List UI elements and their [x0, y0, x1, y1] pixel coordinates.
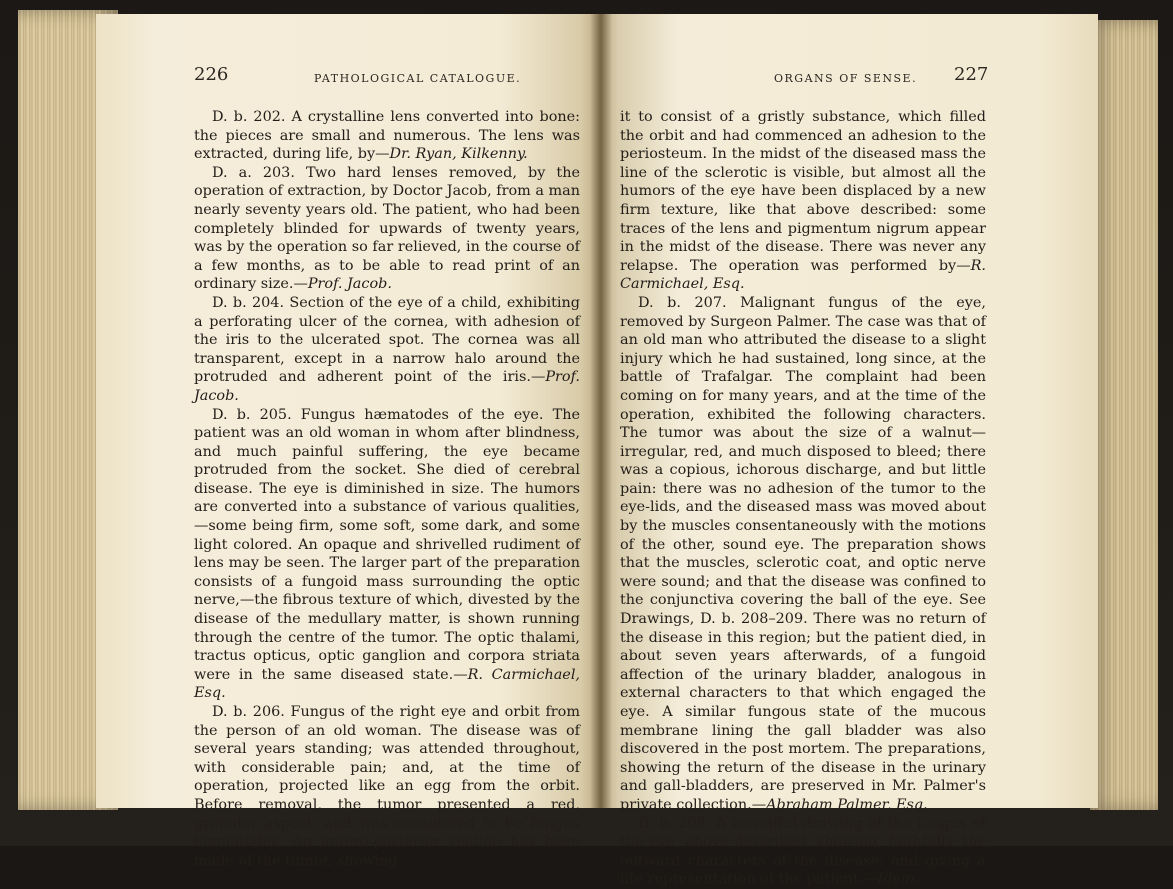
left-running-head: PATHOLOGICAL CATALOGUE.: [314, 72, 522, 85]
paragraph: D. b. 206. Fungus of the right eye and orbit from the person of an old woman. The disease was of several years standing; was attended throughout, with considerable pain; and, at the time of operation, projected like an egg from the orbit. Before removal, the tumor presented a red, granular aspect. and was considered to be fungus hæmatodes. An antero-posterior section has been made of the tumor, showing: [194, 704, 580, 869]
right-page-text: [620, 108, 986, 889]
paragraph: it to consist of a gristly substance, which filled the orbit and had commenced an adhesion to the periosteum. In the midst of the diseased mass the line of the sclerotic is visible, but almost all the humors of the eye have been displaced by a new firm texture, like that above described: some traces of the lens and pigmentum nigrum appear in the midst of the disease. There was never any relapse. The operation was performed by—R. Carmichael, Esq.: [620, 109, 986, 293]
right-page-number: 227: [954, 64, 989, 85]
right-page-header: [624, 64, 989, 94]
left-page-header: [194, 64, 584, 94]
left-page-number: 226: [194, 64, 229, 85]
right-running-head: ORGANS OF SENSE.: [774, 72, 918, 85]
paragraph: D. a. 203. Two hard lenses removed, by the operation of extraction, by Doctor Jacob, from a man nearly seventy years old. The patient, who had been completely blinded for upwards of twenty years, was by the operation so far relieved, in the course of a few months, as to be able to read print of an ordinary size.—Prof. Jacob.: [194, 164, 580, 293]
paragraph: D. b. 204. Section of the eye of a child, exhibiting a perforating ulcer of the cornea, with adhesion of the iris to the ulcerated spot. The cornea was all transparent, except in a narrow halo around the protruded and adherent point of the iris.—Prof. Jacob.: [194, 294, 580, 404]
paragraph: D. b. 205. Fungus hæmatodes of the eye. The patient was an old woman in whom after blindness, and much painful suffering, the eye became protruded from the socket. She died of cerebral disease. The eye is diminished in size. The humors are converted into a substance of various qualities,—some being firm, some soft, some dark, and some light colored. An opaque and shrivelled rudiment of lens may be seen. The larger part of the preparation consists of a fungoid mass surrounding the optic nerve,—the fibrous texture of which, divested by the disease of the medullary matter, is shown running through the centre of the tumor. The optic thalami, tractus opticus, optic ganglion and corpora striata were in the same diseased state.—R. Carmichael, Esq.: [194, 406, 580, 702]
paragraph: D. b. 202. A crystalline lens converted into bone: the pieces are small and numerous. The lens was extracted, during life, by—Dr. Ryan, Kilkenny.: [194, 109, 580, 163]
book-gutter: [590, 14, 612, 808]
paragraph: D. b. 208. A beautiful drawing of the fungus of the eye, above described, showing, faithfully, the outward characters of the disease; and giving a life representation of the patient.—Idem.: [620, 815, 986, 888]
paragraph: D. b. 207. Malignant fungus of the eye, removed by Surgeon Palmer. The case was that of an old man who attributed the disease to a slight injury which he had sustained, long since, at the battle of Trafalgar. The complaint had been coming on for many years, and at the time of the operation, exhibited the following characters. The tumor was about the size of a walnut—irregular, red, and much disposed to bleed; there was a copious, ichorous discharge, and but little pain: there was no adhesion of the tumor to the eye-lids, and the diseased mass was moved about by the muscles consentaneously with the motions of the other, sound eye. The preparation shows that the muscles, sclerotic coat, and optic nerve were sound; and that the disease was confined to the conjunctiva covering the ball of the eye. See Drawings, D. b. 208–209. There was no return of the disease in this region; but the patient died, in about seven years afterwards, of a fungoid affection of the urinary bladder, analogous in external characters to that which engaged the eye. A similar fungous state of the mucous membrane lining the gall bladder was also discovered in the post mortem. The preparations, showing the return of the disease in the urinary and gall-bladders, are preserved in Mr. Palmer's private collection.—Abraham Palmer, Esq.: [620, 294, 986, 813]
left-page-text: [194, 108, 580, 870]
right-page-edges: [1090, 20, 1158, 810]
